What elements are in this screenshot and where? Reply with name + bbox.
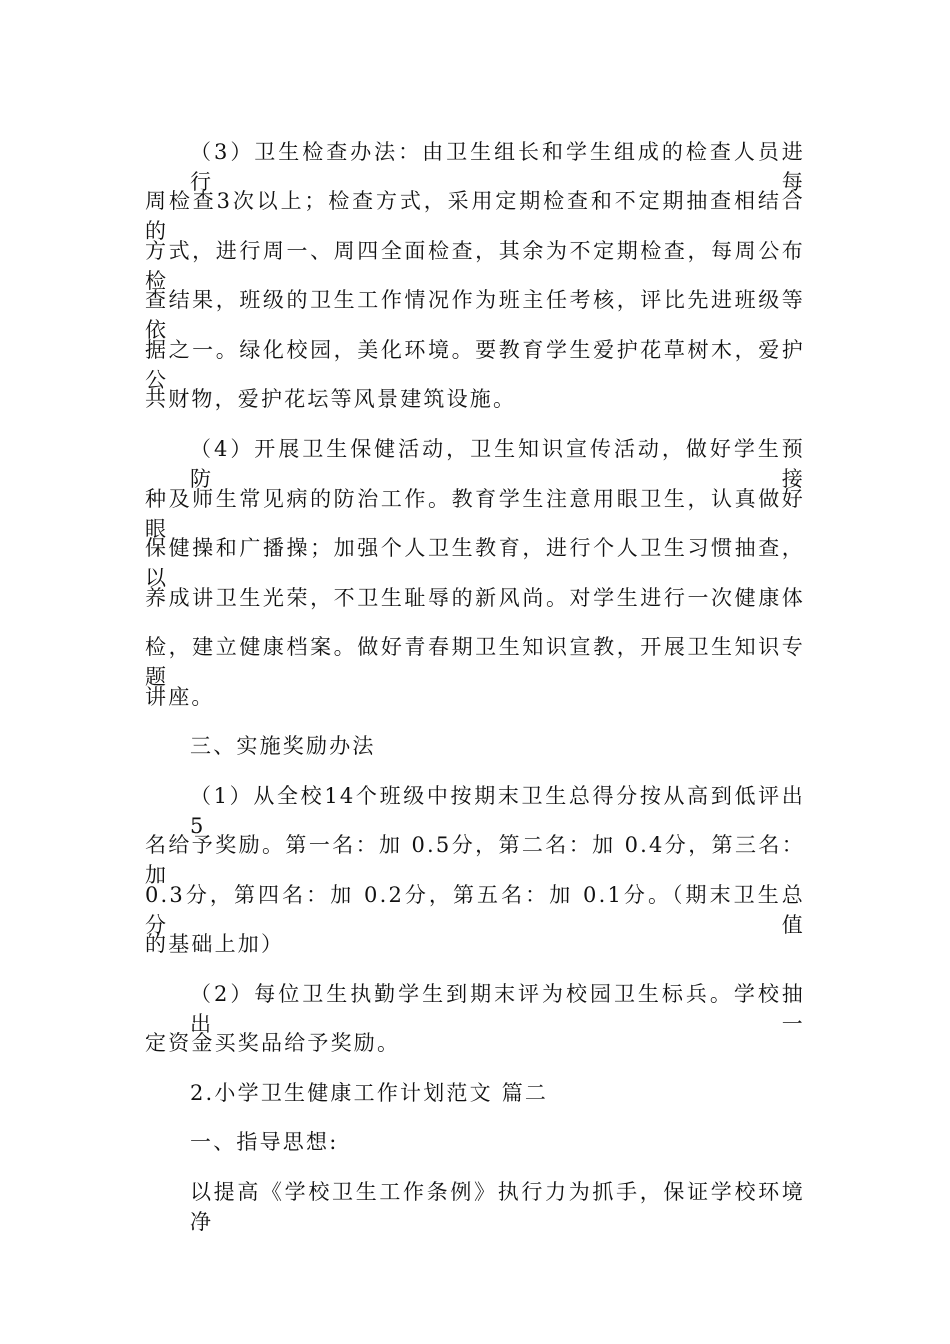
paragraph-line: 方式，进行周一、周四全面检查，其余为不定期检查，每周公布检 <box>145 239 805 293</box>
section-heading: 三、实施奖励办法 <box>190 734 376 758</box>
paragraph-line: （1）从全校14个班级中按期末卫生总得分按从高到低评出 5 <box>190 784 805 838</box>
paragraph-line: 的基础上加） <box>145 932 285 956</box>
paragraph-line: （2）每位卫生执勤学生到期末评为校园卫生标兵。学校抽出一 <box>190 982 805 1036</box>
paragraph-line: 种及师生常见病的防治工作。教育学生注意用眼卫生，认真做好眼 <box>145 487 805 541</box>
paragraph-line: 以提高《学校卫生工作条例》执行力为抓手，保证学校环境净 <box>190 1180 805 1234</box>
paragraph-line: 查结果，班级的卫生工作情况作为班主任考核，评比先进班级等依 <box>145 288 805 342</box>
paragraph-line: 0.3分，第四名：加 0.2分，第五名：加 0.1分。（期末卫生总分值 <box>145 883 805 937</box>
paragraph-line: 养成讲卫生光荣，不卫生耻辱的新风尚。对学生进行一次健康体 <box>145 586 805 610</box>
paragraph-line: 定资金买奖品给予奖励。 <box>145 1031 401 1055</box>
paragraph-line: 周检查3次以上；检查方式，采用定期检查和不定期抽查相结合的 <box>145 189 805 243</box>
paragraph-line: 讲座。 <box>145 685 215 709</box>
paragraph-line: 名给予奖励。第一名：加 0.5分，第二名：加 0.4分，第三名：加 <box>145 833 805 887</box>
paragraph-line: 保健操和广播操；加强个人卫生教育，进行个人卫生习惯抽查，以 <box>145 536 805 590</box>
section-heading: 一、指导思想: <box>190 1130 339 1154</box>
section-heading: 2.小学卫生健康工作计划范文 篇二 <box>190 1081 549 1105</box>
paragraph-line: （3）卫生检查办法：由卫生组长和学生组成的检查人员进行每 <box>190 140 805 194</box>
paragraph-line: （4）开展卫生保健活动，卫生知识宣传活动，做好学生预防接 <box>190 437 805 491</box>
paragraph-line: 检，建立健康档案。做好青春期卫生知识宣教，开展卫生知识专题 <box>145 635 805 689</box>
paragraph-line: 据之一。绿化校园，美化环境。要教育学生爱护花草树木，爱护公 <box>145 338 805 392</box>
paragraph-line: 共财物，爱护花坛等风景建筑设施。 <box>145 387 517 411</box>
